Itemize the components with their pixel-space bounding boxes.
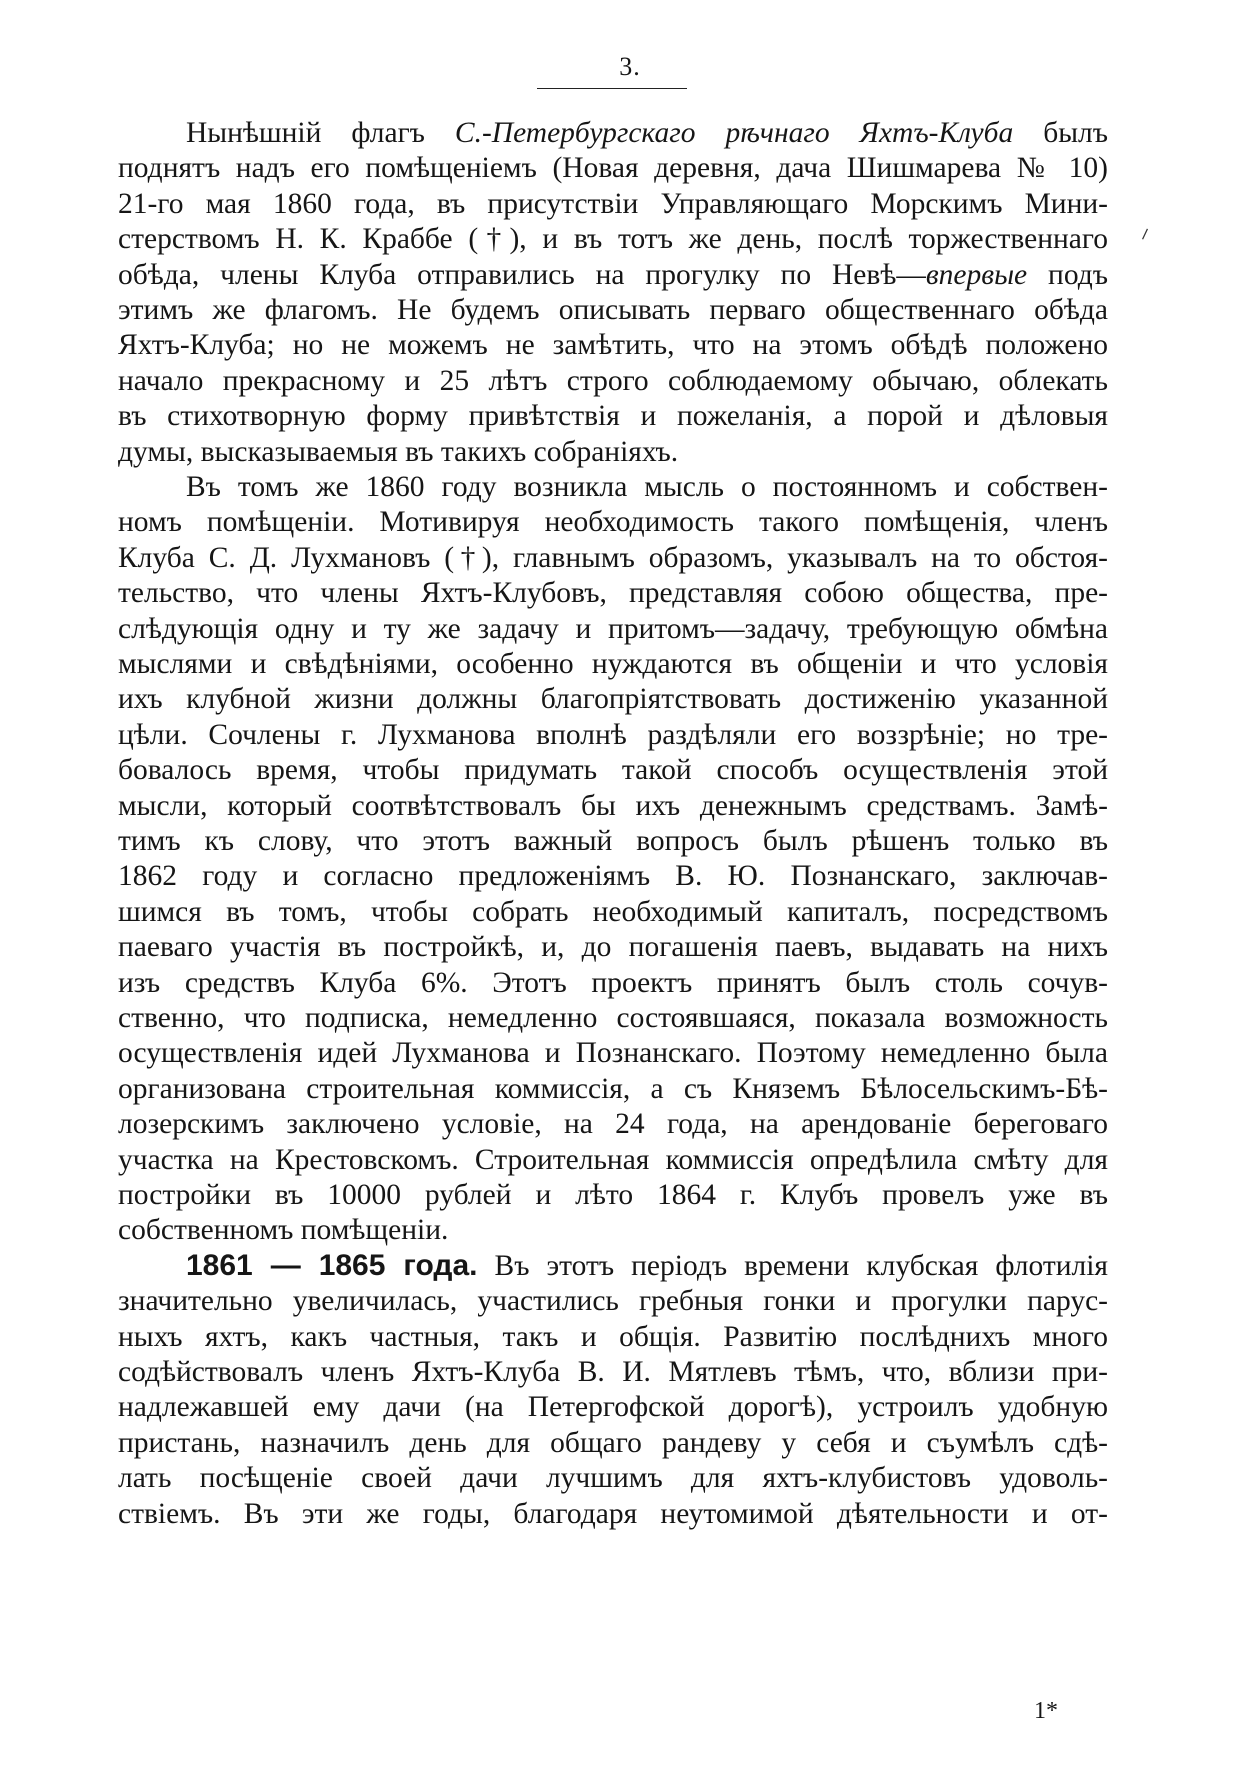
text-line [118, 1352, 1108, 1392]
text-line [186, 467, 1108, 507]
text-run: слѣдующія одну и ту же задачу и притомъ—задачу, требующую обмѣна [118, 612, 1108, 645]
text-run: обѣда, члены Клуба отправились на прогулку по Невѣ— [118, 258, 926, 291]
text-run: осуществленія идей Лухманова и Познанскаго. Поэтому немедленно была [118, 1037, 1108, 1070]
text-run: мыслями и свѣдѣніями, особенно нуждаются въ общеніи и что условія [118, 648, 1108, 680]
text-line [118, 1423, 1108, 1463]
text-line [118, 1175, 1108, 1215]
italic-text: С.-Петербургскаго рѣчнаго Яхтъ-Клуба [454, 117, 1014, 149]
text-run: мысли, который соотвѣтствовалъ бы ихъ денежнымъ средствамъ. Замѣ- [118, 789, 1108, 822]
text-line [118, 255, 1108, 295]
text-run: стерствомъ Н. К. Краббе (†), и въ тотъ же день, послѣ торжественнаго [118, 223, 1108, 256]
text-run: Нынѣшній флагъ [186, 117, 455, 149]
text-run: начало прекрасному и 25 лѣтъ строго соблюдаемому обычаю, облекать [118, 364, 1108, 397]
text-line [118, 184, 1108, 224]
text-line [118, 538, 1108, 578]
text-run: думы, высказываемыя въ такихъ собраніяхъ. [118, 435, 679, 468]
text-run: Въ этотъ періодъ времени клубская флотилія [477, 1249, 1108, 1282]
text-run: Яхтъ-Клуба; но не можемъ не замѣтить, что на этомъ обѣдѣ положено [118, 329, 1108, 362]
text-line [118, 1033, 1108, 1073]
text-line [118, 644, 1108, 684]
text-line [118, 963, 1108, 1003]
text-line [118, 786, 1108, 826]
text-line [118, 432, 1108, 472]
text-run: поднятъ надъ его помѣщеніемъ (Новая деревня, дача Шишмарева № 10) [118, 152, 1108, 185]
margin-mark: ⸝ [1133, 215, 1154, 245]
text-line [118, 1104, 1108, 1144]
text-run: этимъ же флагомъ. Не будемъ описывать перваго общественнаго обѣда [118, 294, 1108, 326]
text-line [118, 1140, 1108, 1180]
text-run: былъ [1013, 117, 1108, 149]
signature-mark: 1* [1034, 1698, 1058, 1724]
text-run: надлежавшей ему дачи (на Петергофской дорогѣ), устроилъ удобную [118, 1391, 1108, 1424]
text-line [118, 679, 1108, 719]
text-run: постройки въ 10000 рублей и лѣто 1864 г. Клубъ провелъ уже въ [118, 1179, 1108, 1211]
text-run: лозерскимъ заключено условіе, на 24 года, на арендованіе береговаго [118, 1108, 1108, 1141]
text-run: пристань, назначилъ день для общаго рандеву у себя и съумѣлъ сдѣ- [118, 1426, 1108, 1459]
text-run: подъ [1027, 258, 1108, 291]
text-line [118, 290, 1108, 330]
text-run: цѣли. Сочлены г. Лухманова вполнѣ раздѣляли его воззрѣніе; но тре- [118, 718, 1108, 751]
text-line [118, 1494, 1108, 1534]
text-run: участка на Крестовскомъ. Строительная коммиссія опредѣлила смѣту для [118, 1143, 1108, 1176]
text-line [118, 1210, 1108, 1250]
text-line [118, 998, 1108, 1038]
text-run: организована строительная коммиссія, а съ Княземъ Бѣлосельскимъ-Бѣ- [118, 1072, 1108, 1105]
text-line [118, 821, 1108, 861]
text-line [118, 1458, 1108, 1498]
text-line [118, 1281, 1108, 1321]
text-line [118, 927, 1108, 967]
text-line [118, 396, 1108, 436]
text-run: собственномъ помѣщеніи. [118, 1214, 449, 1247]
text-run: ихъ клубной жизни должны благопріятствовать достиженію указанной [118, 683, 1108, 716]
text-run: тимъ къ слову, что этотъ важный вопросъ былъ рѣшенъ только въ [118, 825, 1108, 857]
text-run: 21-го мая 1860 года, въ присутствіи Управляющаго Морскимъ Мини- [118, 187, 1108, 220]
text-run: въ стихотворную форму привѣтствія и пожеланія, а порой и дѣловыя [118, 400, 1108, 433]
italic-text: впервые [925, 258, 1028, 291]
text-run: ныхъ яхтъ, какъ частныя, такъ и общія. Развитію послѣднихъ много [118, 1320, 1108, 1353]
text-run: бовалось время, чтобы придумать такой способъ осуществленія этой [118, 754, 1108, 787]
header-rule [537, 88, 687, 89]
text-run: номъ помѣщеніи. Мотивируя необходимость такого помѣщенія, членъ [118, 506, 1108, 539]
text-line [118, 325, 1108, 365]
text-run: тельство, что члены Яхтъ-Клубовъ, представляя собою общества, пре- [118, 577, 1108, 610]
text-run: изъ средствъ Клуба 6%. Этотъ проектъ принятъ былъ столь сочув- [118, 966, 1108, 999]
section-heading: 1861 — 1865 года. [186, 1248, 478, 1282]
text-line [118, 1069, 1108, 1109]
text-run: Въ томъ же 1860 году возникла мысль о постоянномъ и собствен- [186, 471, 1108, 503]
text-run: содѣйствовалъ членъ Яхтъ-Клуба В. И. Мятлевъ тѣмъ, что, вблизи при- [118, 1356, 1108, 1388]
text-line [118, 361, 1108, 401]
text-run: ственно, что подписка, немедленно состоявшаяся, показала возможность [118, 1002, 1108, 1034]
text-line [118, 715, 1108, 755]
text-run: 1862 году и согласно предложеніямъ В. Ю. Познанскаго, заключав- [118, 860, 1108, 893]
text-line [118, 573, 1108, 613]
text-run: шимся въ томъ, чтобы собрать необходимый капиталъ, посредствомъ [118, 895, 1108, 928]
text-run: паеваго участія въ постройкѣ, и, до погашенія паевъ, выдавать на нихъ [118, 931, 1108, 964]
text-line [118, 856, 1108, 896]
text-run: Клуба С. Д. Лухмановъ (†), главнымъ образомъ, указывалъ на то обстоя- [118, 541, 1108, 574]
text-run: значительно увеличилась, участились гребныя гонки и прогулки парус- [118, 1285, 1108, 1318]
text-line [118, 892, 1108, 932]
text-line [118, 609, 1108, 649]
text-run: лать посѣщеніе своей дачи лучшимъ для яхтъ-клубистовъ удоволь- [118, 1462, 1108, 1495]
text-line [118, 148, 1108, 188]
text-line [186, 1246, 1108, 1286]
page-number: 3. [619, 52, 641, 81]
text-line [118, 1387, 1108, 1427]
text-line [118, 750, 1108, 790]
text-line [118, 219, 1108, 259]
text-line [118, 1317, 1108, 1357]
text-run: ствіемъ. Въ эти же годы, благодаря неутомимой дѣятельности и от- [118, 1497, 1108, 1530]
text-line [118, 502, 1108, 542]
text-line [186, 113, 1108, 153]
